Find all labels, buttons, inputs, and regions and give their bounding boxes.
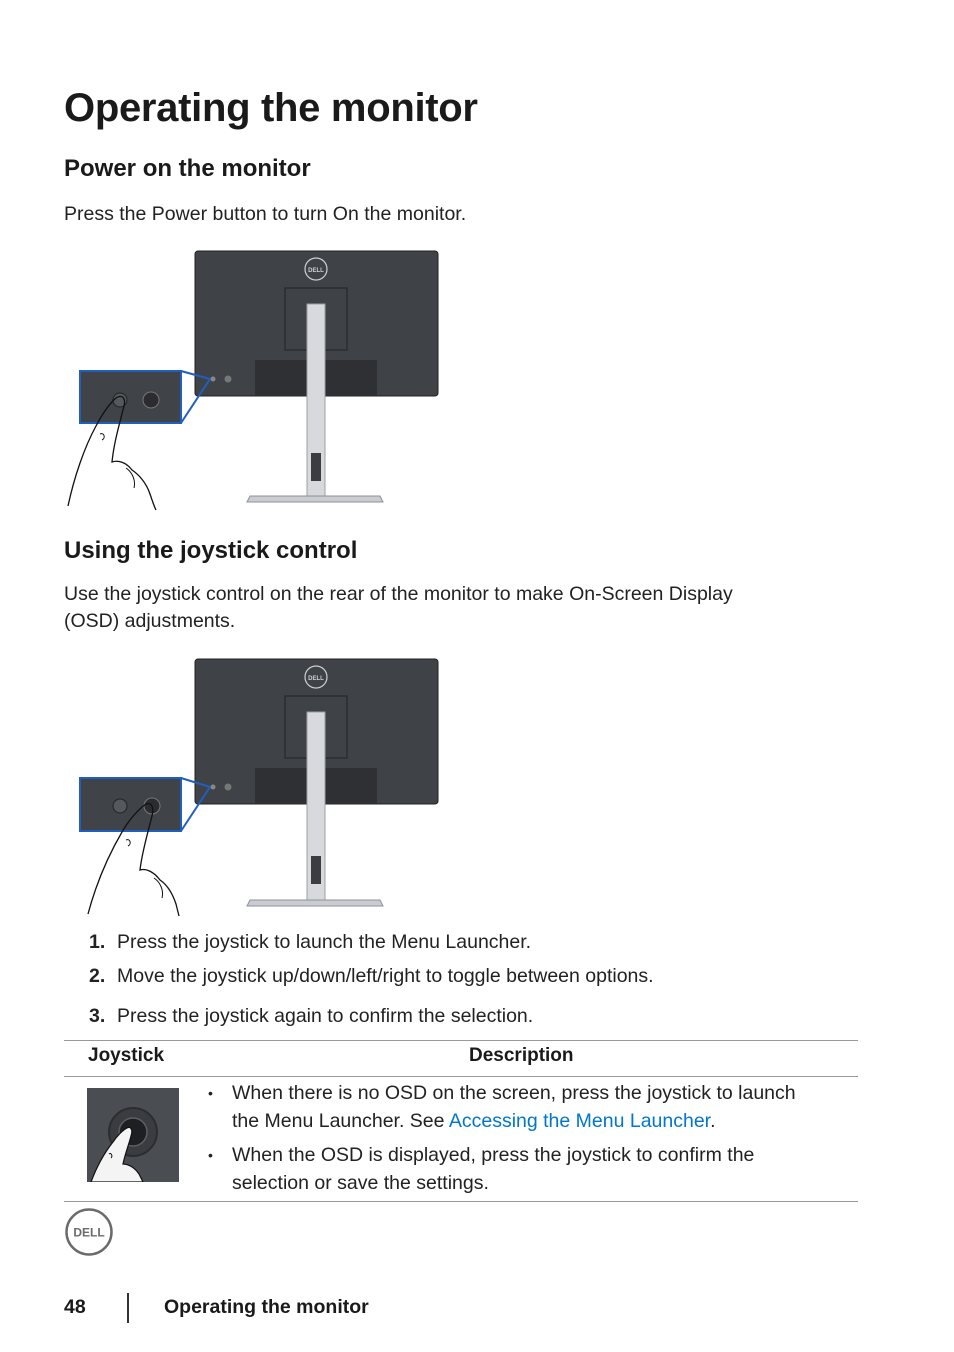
joystick-icon: [87, 1088, 179, 1182]
footer-title: Operating the monitor: [164, 1296, 369, 1318]
dell-logo-text: DELL: [73, 1225, 105, 1240]
monitor-power-illustration: [60, 248, 450, 513]
step-3: [89, 1005, 533, 1028]
table-bullet-1-line1: • When there is no OSD on the screen, press the joystick to launch: [232, 1079, 796, 1107]
table-bullet-2-line1: • When the OSD is displayed, press the joystick to confirm the: [232, 1141, 754, 1169]
table-bullet-2-line2: selection or save the settings.: [232, 1172, 489, 1194]
step-2: [89, 965, 654, 988]
step-text: Press the joystick again to confirm the selection.: [117, 1005, 534, 1027]
table-top-border: [64, 1040, 858, 1041]
section-text-power: Press the Power button to turn On the monitor.: [64, 203, 467, 225]
table-bottom-border: [64, 1201, 858, 1202]
step-text: Move the joystick up/down/left/right to toggle between options.: [117, 965, 654, 987]
link-accessing-menu-launcher[interactable]: Accessing the Menu Launcher: [448, 1110, 711, 1132]
monitor-joystick-illustration: [60, 656, 450, 918]
section-heading-power: Power on the monitor: [64, 155, 311, 182]
step-number: 2.: [89, 965, 106, 987]
page-number: 48: [64, 1296, 86, 1318]
step-1: [89, 931, 531, 954]
section-text-joystick-line1: Use the joystick control on the rear of the monitor to make On-Screen Display: [64, 583, 733, 605]
svg-text:DELL: DELL: [308, 676, 324, 682]
dell-logo: [64, 1207, 114, 1257]
step-number: 1.: [89, 931, 106, 953]
step-text: Press the joystick to launch the Menu Launcher.: [117, 931, 532, 953]
step-number: 3.: [89, 1005, 106, 1027]
table-header-joystick: Joystick: [88, 1045, 165, 1066]
table-bullet-1-line2: the Menu Launcher. See Accessing the Menu Launcher.: [232, 1110, 716, 1132]
table-header-description: Description: [469, 1045, 574, 1066]
page-title: Operating the monitor: [64, 86, 478, 130]
svg-text:DELL: DELL: [308, 268, 324, 274]
bullet-dot: •: [208, 1085, 213, 1101]
table-header-border: [64, 1076, 858, 1077]
section-heading-joystick: Using the joystick control: [64, 537, 358, 564]
bullet-dot: •: [208, 1147, 213, 1163]
footer-separator: [127, 1293, 129, 1323]
section-text-joystick-line2: (OSD) adjustments.: [64, 610, 236, 632]
